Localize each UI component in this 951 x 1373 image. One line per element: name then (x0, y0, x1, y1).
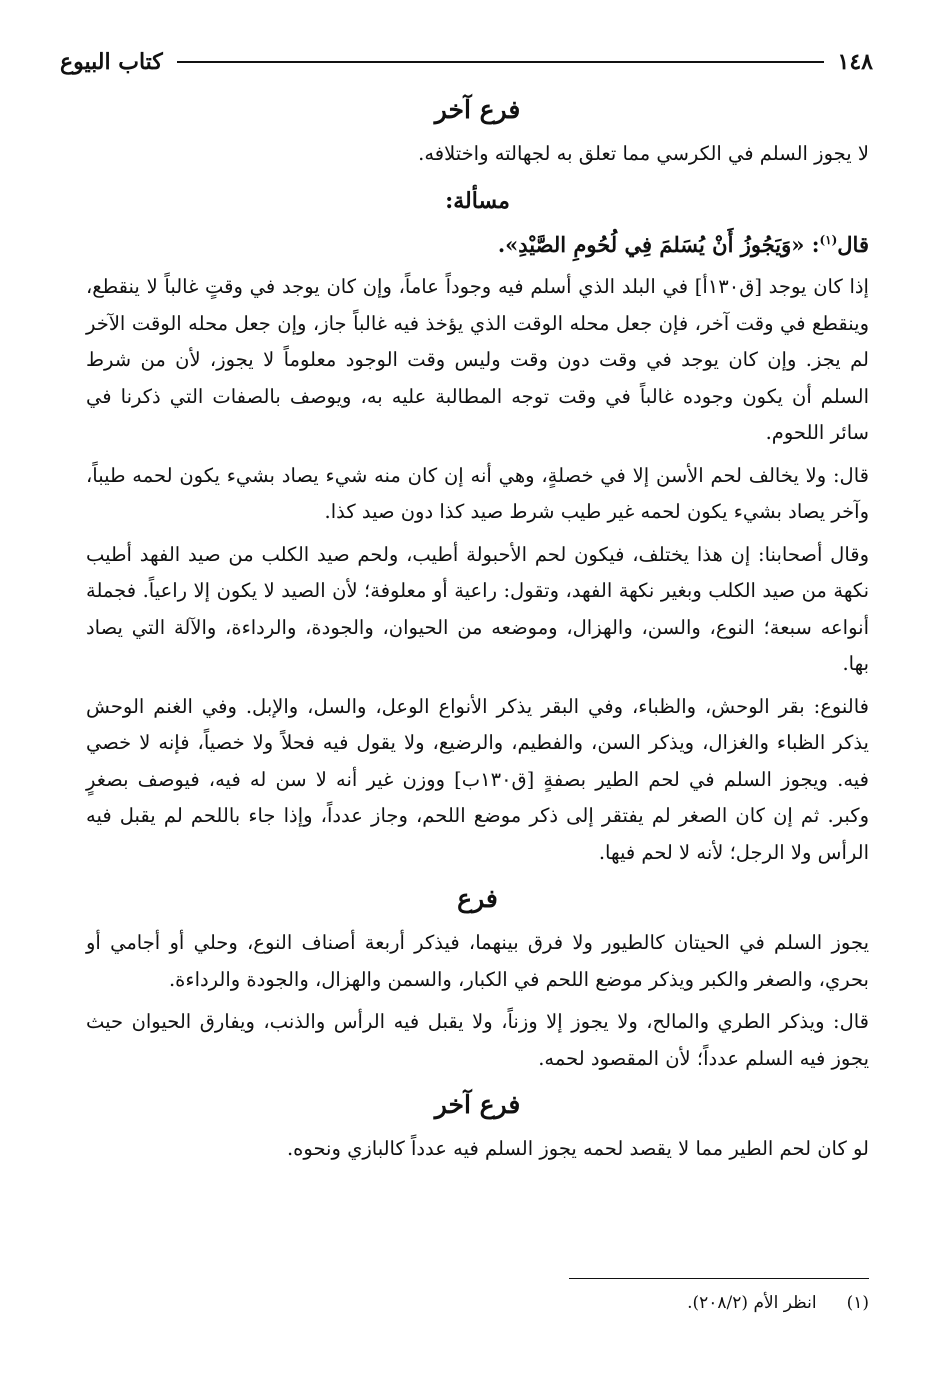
paragraph: فالنوع: بقر الوحش، والظباء، وفي البقر يذكر الأنواع الوعل، والسل، والإبل. وفي الغنم الوحش يذكر الظباء والغزال، ويذكر السن، والفطيم، والرضيع، ولا يقول فيه فحلاً ولا خصياً، فإنه لا خصي فيه. ويجوز السلم في لحم الطير بصفةٍ [ق١٣٠ب] ووزن غير أنه لا سن له فيه، فيوصف بصغرٍ وكبر. ثم إن كان الصغر لم يفتقر إلى ذكر موضع اللحم، وجاز عدداً، وإذا جاء باللحم لم يقبل فيه الرأس ولا الرجل؛ لأنه لا لحم فيها. (86, 694, 869, 864)
page-body (86, 86, 869, 1174)
quoted-statement (86, 227, 869, 264)
section-heading-masala: مسألة: (445, 187, 510, 214)
running-title: كتاب البيوع (60, 49, 163, 75)
page-header (60, 42, 873, 82)
footnote-number: (١) (846, 1293, 869, 1313)
paragraph: إذا كان يوجد [ق١٣٠أ] في البلد الذي أسلم فيه وجوداً عاماً، وإن كان يوجد في وقتٍ غالباً لا ينقطع، وينقطع في وقت آخر، فإن جعل محله الوقت الذي يؤخذ فيه غالباً جاز، وإن جعل محله الوقت الآخر لم يجز. وإن كان يوجد في وقت دون وقت وليس وقت الوجود معلوماً لا يجوز، لأن من شرط السلم أن يكون وجوده غالباً في وقت توجه المطالبة عليه به، ويوصف بالصفات التي ذكرنا في سائر اللحوم. (86, 275, 869, 444)
section-heading-far: فرع (457, 884, 498, 913)
footnote-marker[interactable]: (١) (819, 232, 838, 247)
footnote-divider (569, 1278, 869, 1279)
paragraph: قال: ولا يخالف لحم الأسن إلا في خصلةٍ، وهي أنه إن كان منه شيء يصاد بشيء يكون لحمه طيباً، وآخر يصاد بشيء يكون لحمه غير طيب شرط صيد كذا دون صيد كذا. (86, 463, 869, 523)
section-heading-far-akhar-2: فرع آخر (434, 1090, 521, 1119)
quote-prefix: قال (837, 231, 869, 257)
paragraph: لا يجوز السلم في الكرسي مما تعلق به لجهالته واختلافه. (418, 142, 869, 165)
paragraph: قال: ويذكر الطري والمالح، ولا يجوز إلا وزناً، ولا يقبل فيه الرأس والذنب، ويفارق الحيوان حيث يجوز فيه السلم عدداً؛ لأن المقصود لحمه. (86, 1010, 869, 1070)
quote-text: : «وَيَجُوزُ أَنْ يُسَلمَ فِي لُحُومِ الصَّيْدِ». (497, 231, 820, 257)
section-heading-far-akhar-1: فرع آخر (434, 95, 521, 124)
header-rule (177, 61, 824, 63)
paragraph: وقال أصحابنا: إن هذا يختلف، فيكون لحم الأحبولة أطيب، ولحم صيد الكلب من صيد الفهد أطيب نكهة من صيد الكلب وبغير نكهة الفهد، وتقول: راعية أو معلوفة؛ لأن الصيد لا يكون إلا راعياً. فجملة أنواعه سبعة؛ النوع، والسن، والهزال، وموضعه من الحيوان، والجودة، والرداءة، والآلة التي يصاد بها. (86, 542, 869, 675)
paragraph: لو كان لحم الطير مما لا يقصد لحمه يجوز السلم فيه عدداً كالبازي ونحوه. (286, 1137, 869, 1160)
footnote-text: انظر الأم (٢٠٨/٢). (687, 1293, 817, 1313)
page-number: ١٤٨ (837, 49, 873, 75)
footnote (86, 1288, 869, 1318)
paragraph: يجوز السلم في الحيتان كالطيور ولا فرق بينهما، فيذكر أربعة أصناف النوع، وحلي أو أجامي أو بحري، والصغر والكبر ويذكر موضع اللحم في الكبار، والسمن والهزال، والجودة والرداءة. (86, 931, 869, 991)
